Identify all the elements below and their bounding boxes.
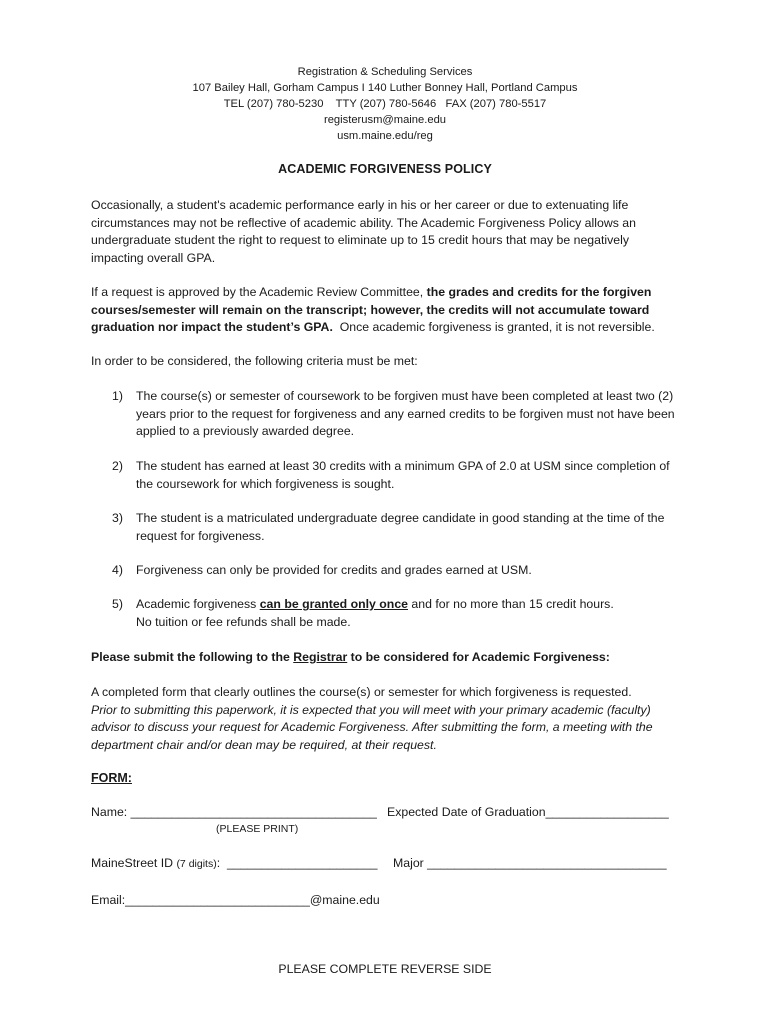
office-website: usm.maine.edu/reg bbox=[337, 130, 433, 142]
submit-heading-registrar: Registrar bbox=[293, 650, 348, 664]
office-name: Registration & Scheduling Services bbox=[297, 66, 473, 78]
form-label: FORM: bbox=[91, 771, 132, 785]
email-row bbox=[91, 893, 380, 907]
name-label: Name: bbox=[91, 805, 131, 819]
criteria-intro: In order to be considered, the following criteria must be met: bbox=[91, 354, 418, 368]
criterion-number: 1) bbox=[112, 389, 123, 403]
criterion-text bbox=[136, 596, 688, 631]
office-phone: TEL (207) 780-5230 TTY (207) 780-5646 FAX (207) 780-5517 bbox=[223, 98, 547, 110]
name-field[interactable]: ____________________________________ bbox=[130, 805, 377, 819]
approval-tail: Once academic forgiveness is granted, it is not reversible. bbox=[332, 320, 655, 334]
document-title: ACADEMIC FORGIVENESS POLICY bbox=[278, 162, 492, 176]
mainestreet-id-field[interactable]: ______________________ bbox=[226, 856, 378, 870]
criterion-5-line2: No tuition or fee refunds shall be made. bbox=[136, 614, 351, 629]
approval-bold: the grades and credits for the forgiven courses/semester will remain on the transcript; however, the credits will not accumulate toward graduation nor impact the student’s GPA. bbox=[91, 285, 652, 334]
major-field[interactable]: ___________________________________ bbox=[427, 856, 667, 870]
criterion-number: 5) bbox=[112, 597, 123, 611]
criterion-number: 2) bbox=[112, 459, 123, 473]
mainestreet-id-hint: (7 digits) bbox=[176, 858, 217, 870]
criterion-text: The course(s) or semester of coursework to be forgiven must have been completed at least two (2) years prior to the request for forgiveness and any earned credits to be forgiven must not have been applied to a previously awarded degree. bbox=[136, 389, 675, 438]
criterion-text: The student has earned at least 30 credits with a minimum GPA of 2.0 at USM since completion of the coursework for which forgiveness is sought. bbox=[136, 459, 670, 491]
graduation-row bbox=[387, 805, 669, 819]
email-label: Email: bbox=[91, 893, 126, 907]
major-row bbox=[393, 856, 667, 870]
criterion-number: 3) bbox=[112, 511, 123, 525]
submit-italic: Prior to submitting this paperwork, it is expected that you will meet with your primary academic (faculty) advisor to discuss your request for Academic Forgiveness. After submitting the form, a meeting with the department chair and/or dean may be required, at their request. bbox=[91, 702, 653, 752]
office-email: registerusm@maine.edu bbox=[323, 114, 447, 126]
major-label: Major bbox=[393, 856, 428, 870]
graduation-label: Expected Date of Graduation bbox=[387, 805, 546, 819]
criterion-5-lead: Academic forgiveness bbox=[136, 597, 260, 611]
email-field[interactable]: ___________________________ bbox=[125, 893, 310, 907]
approval-paragraph bbox=[91, 284, 681, 337]
criterion-text: Forgiveness can only be provided for credits and grades earned at USM. bbox=[136, 563, 532, 577]
office-address: 107 Bailey Hall, Gorham Campus I 140 Luther Bonney Hall, Portland Campus bbox=[192, 82, 578, 94]
criterion-number: 4) bbox=[112, 563, 123, 577]
criterion-text: The student is a matriculated undergraduate degree candidate in good standing at the time of the request for forgiveness. bbox=[136, 511, 665, 543]
submit-text: A completed form that clearly outlines the course(s) or semester for which forgiveness is requested. bbox=[91, 685, 632, 699]
mainestreet-id-colon: : bbox=[216, 856, 221, 870]
office-header bbox=[0, 64, 770, 144]
email-domain: @maine.edu bbox=[309, 893, 380, 907]
criterion-5-emphasis: can be granted only once bbox=[259, 597, 408, 611]
name-row bbox=[91, 805, 377, 819]
graduation-date-field[interactable]: __________________ bbox=[545, 805, 669, 819]
please-print-note: (PLEASE PRINT) bbox=[216, 823, 299, 835]
criterion-5-tail: and for no more than 15 credit hours. bbox=[408, 597, 614, 611]
approval-lead: If a request is approved by the Academic Review Committee, bbox=[91, 285, 427, 299]
submit-heading-tail: to be considered for Academic Forgiveness: bbox=[347, 650, 610, 664]
submit-paragraph bbox=[91, 684, 691, 754]
mainestreet-id-row bbox=[91, 856, 377, 870]
submit-heading bbox=[91, 649, 681, 667]
intro-paragraph: Occasionally, a student's academic performance early in his or her career or due to extenuating life circumstances may not be reflective of academic ability. The Academic Forgiveness Policy allows an undergraduate student the right to request to eliminate up to 15 credit hours that may be negatively impacting overall GPA. bbox=[91, 198, 636, 265]
submit-heading-lead: Please submit the following to the bbox=[91, 650, 294, 664]
mainestreet-id-label: MaineStreet ID bbox=[91, 856, 177, 870]
reverse-side-note: PLEASE COMPLETE REVERSE SIDE bbox=[278, 962, 492, 976]
